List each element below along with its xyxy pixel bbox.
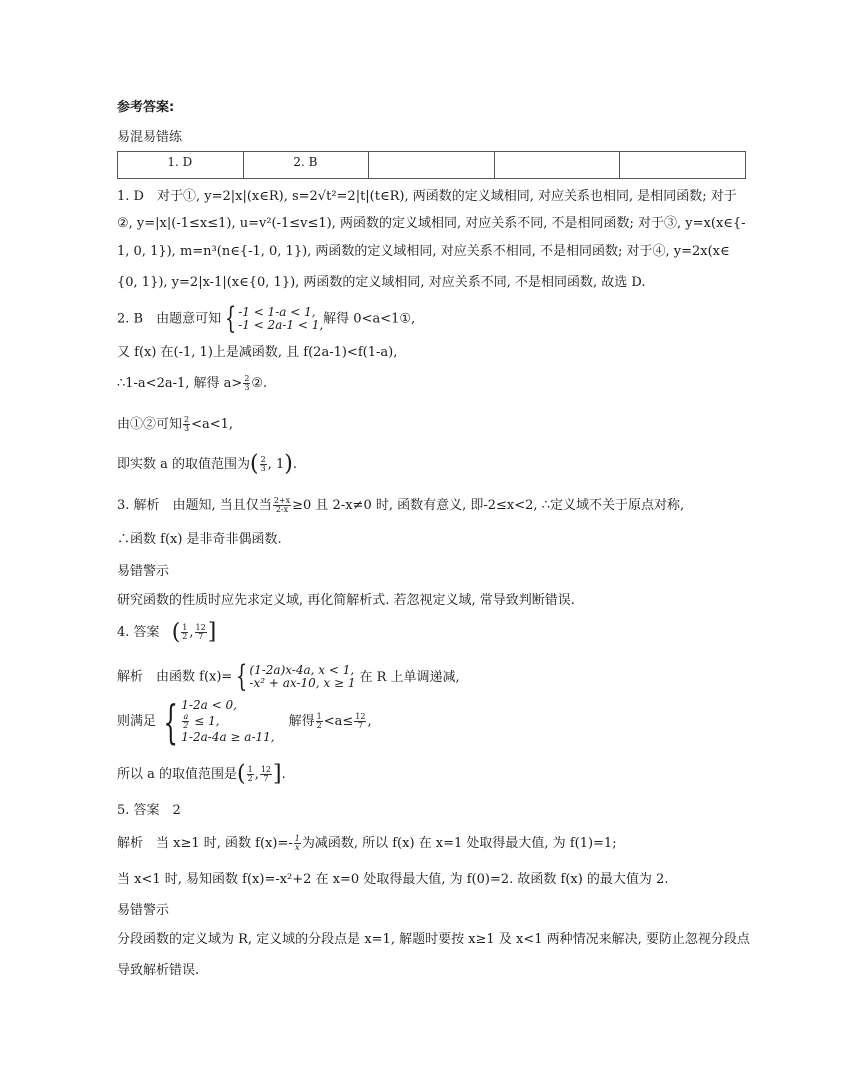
q5-line [117,835,617,852]
fraction: $\frac{1}{x}$ [294,834,300,852]
text: ≥0 且 2-x≠0 时, 函数有意义, 即-2≤x<2, ∴定义域不关于原点对称, [292,498,685,513]
answer-table [117,151,746,179]
q2-line: 即实数 a 的取值范围为( $\frac{2}{3}$ , 1). [117,451,297,477]
fraction: $\frac{12}{7}$ [195,623,206,641]
q3-line: ∴函数 f(x) 是非奇非偶函数. [117,532,282,547]
table-cell: 2. B [243,152,369,179]
text: ∴1-a<2a-1, 解得 a> [117,376,243,391]
q2-prefix: 2. B 由题意可知 [117,311,222,327]
table-cell: 1. D [118,152,244,179]
text: 为减函数, 所以 f(x) 在 x=1 处取得最大值, 为 f(1)=1; [301,836,617,851]
piecewise-case: (1-2a)x-4a, x < 1, [249,663,355,677]
text: 即实数 a 的取值范围为 [117,457,251,472]
text: - [288,836,293,851]
q2-line: 又 f(x) 在(-1, 1)上是减函数, 且 f(2a-1)<f(1-a), [117,345,398,360]
text: 所以 a 的取值范围是 [117,767,238,782]
text: 解得 [288,714,315,729]
q5-line: 当 x<1 时, 易知函数 f(x)=-x²+2 在 x=0 处取得最大值, 为 f(0)=2. 故函数 f(x) 的最大值为 2. [117,872,669,887]
text: 在 R 上单调递减, [359,669,460,685]
q2-line [117,416,233,433]
warning-text: 导致解析错误. [117,963,200,978]
table-cell [494,152,620,179]
text: 3. 解析 由题知, 当且仅当 [117,498,272,513]
q3-line [117,497,684,514]
warning-text: 分段函数的定义域为 R, 定义域的分段点是 x=1, 解题时要按 x≥1 及 x<1 两种情况来解决, 要防止忽视分段点 [117,932,750,947]
q4-line: 则满足 { 1-2a < 0, $\frac{a}{2}$ ≤ 1, 1-2a-4a ≥ a-11, 解得 $\frac{1}{2}$ <a≤ $\frac{12}{7}$ , [117,694,372,749]
q2-line [117,375,267,392]
fraction: $\frac{12}{7}$ [260,765,272,783]
system-eq: -1 < 2a-1 < 1, [238,318,324,332]
text: 则满足 [117,714,157,729]
warning-text: 研究函数的性质时应先求定义域, 再化简解析式. 若忽视定义域, 常导致判断错误. [117,593,575,608]
text: <a≤ [323,714,354,729]
q4-answer: 4. 答案 ( $\frac{1}{2}$ , $\frac{12}{7}$ ] [117,619,217,645]
text: 解析 由函数 f(x)= [117,669,233,685]
system-eq: 1-2a < 0, [181,698,237,712]
fraction: $\frac{1}{2}$ [182,623,188,641]
fraction: $\frac{12}{7}$ [355,712,366,730]
q4-line: 解析 由函数 f(x)= { (1-2a)x-4a, x < 1, -x² + ax-10, x ≥ 1 在 R 上单调递减, [117,659,460,694]
piecewise-case: -x² + ax-10, x ≥ 1 [249,676,356,690]
warning-heading: 易错警示 [117,564,170,579]
system-eq: ≤ 1, [190,714,220,728]
section-heading: 易混易错练 [117,130,183,145]
table-cell [620,152,746,179]
text: , 1 [267,457,285,472]
q1-line: 1, 0, 1}), m=n³(n∈{-1, 0, 1}), 两函数的定义域相同, 对应关系不相同, 不是相同函数; 对于④, y=2x(x∈ [117,244,730,259]
fraction: $\frac{1}{2}$ [247,765,253,783]
system-eq: -1 < 1-a < 1, [238,305,316,319]
fraction: $\frac{2}{3}$ [244,374,250,392]
warning-heading: 易错警示 [117,903,170,918]
table-cell [369,152,495,179]
q2-line: 2. B 由题意可知 { -1 < 1-a < 1, -1 < 2a-1 < 1, 解得 0<a<1①, [117,301,416,336]
fraction: $\frac{2}{3}$ [260,455,266,473]
q1-line: {0, 1}), y=2|x-1|(x∈{0, 1}), 两函数的定义域相同, 对应关系不同, 不是相同函数, 故选 D. [117,275,646,290]
text: <a<1, [191,417,234,432]
page-title: 参考答案: [117,100,175,115]
q4-line: 所以 a 的取值范围是( $\frac{1}{2}$ , $\frac{12}{7}$ ]. [117,761,286,787]
text: , [367,714,372,729]
q1-line: ②, y=|x|(-1≤x≤1), u=v²(-1≤v≤1), 两函数的定义域相同, 对应关系不同, 不是相同函数; 对于③, y=x(x∈{- [117,216,746,231]
table-row [118,152,746,179]
system-eq: 1-2a-4a ≥ a-11, [181,730,275,744]
fraction: $\frac{2}{3}$ [184,415,190,433]
q5-answer: 5. 答案 2 [117,803,181,818]
text: ②. [251,376,268,391]
q2-suffix: 解得 0<a<1①, [323,311,416,327]
fraction: $\frac{1}{2}$ [316,712,322,730]
text: 由①②可知 [117,417,183,432]
q1-line: 1. D 对于①, y=2|x|(x∈R), s=2√t²=2|t|(t∈R), 两函数的定义域相同, 对应关系也相同, 是相同函数; 对于 [117,189,737,204]
text: . [292,457,297,472]
fraction: $\frac{2+x}{2-x}$ [273,496,291,514]
text: 解析 当 x≥1 时, 函数 f(x)= [117,836,289,851]
text: . [281,767,286,782]
text: 4. 答案 [117,625,160,640]
